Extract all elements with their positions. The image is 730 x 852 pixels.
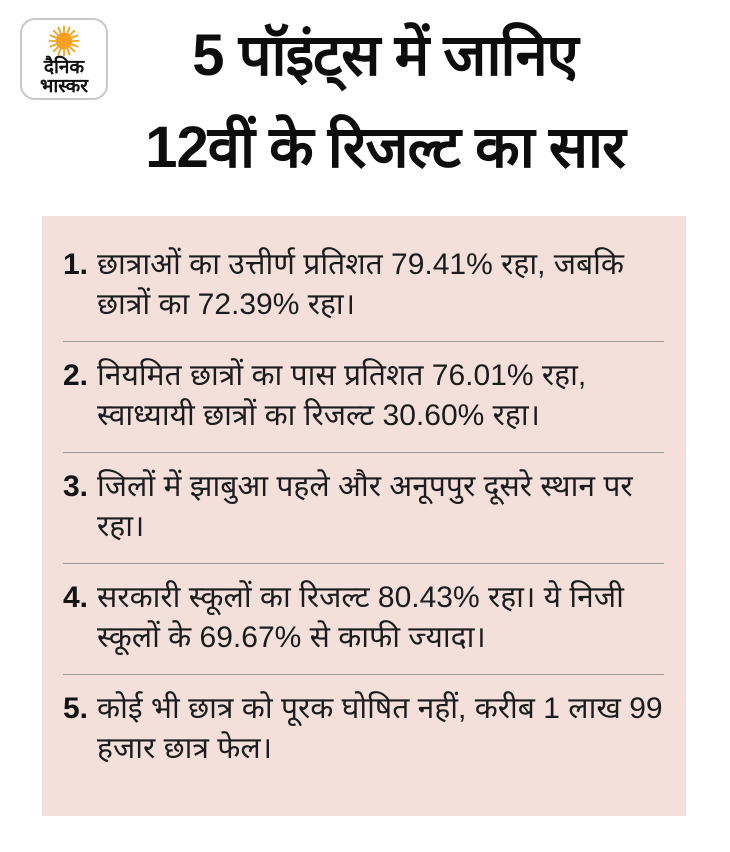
list-item [63,564,664,675]
headline [0,0,730,194]
point-number: 1. [63,248,89,281]
list-item [63,675,664,785]
point-number: 5. [63,692,89,725]
logo-text-line2: भास्कर [39,76,89,97]
sun-icon [47,24,81,58]
points-list [63,231,664,785]
point-text: जिलों में झाबुआ पहले और अनूपपुर दूसरे स्थान पर रहा। [97,470,633,543]
point-text: सरकारी स्कूलों का रिजल्ट 80.43% रहा। ये निजी स्कूलों के 69.67% से काफी ज्यादा। [97,581,624,654]
headline-line1: 5 पॉइंट्स में जानिए [192,23,578,88]
point-text: नियमित छात्रों का पास प्रतिशत 76.01% रहा, स्वाध्यायी छात्रों का रिजल्ट 30.60% रहा। [97,359,587,432]
points-panel [42,216,686,816]
logo-text-line1: दैनिक [43,57,85,78]
list-item [63,231,664,342]
point-text: छात्राओं का उत्तीर्ण प्रतिशत 79.41% रहा, जबकि छात्रों का 72.39% रहा। [97,248,624,321]
point-number: 3. [63,470,89,503]
list-item [63,342,664,453]
dainik-bhaskar-logo [20,18,108,100]
point-text: कोई भी छात्र को पूरक घोषित नहीं, करीब 1 लाख 99 हजार छात्र फेल। [97,692,663,765]
list-item [63,453,664,564]
headline-line2: 12वीं के रिजल्ट का सार [145,115,625,180]
point-number: 2. [63,359,89,392]
point-number: 4. [63,581,89,614]
